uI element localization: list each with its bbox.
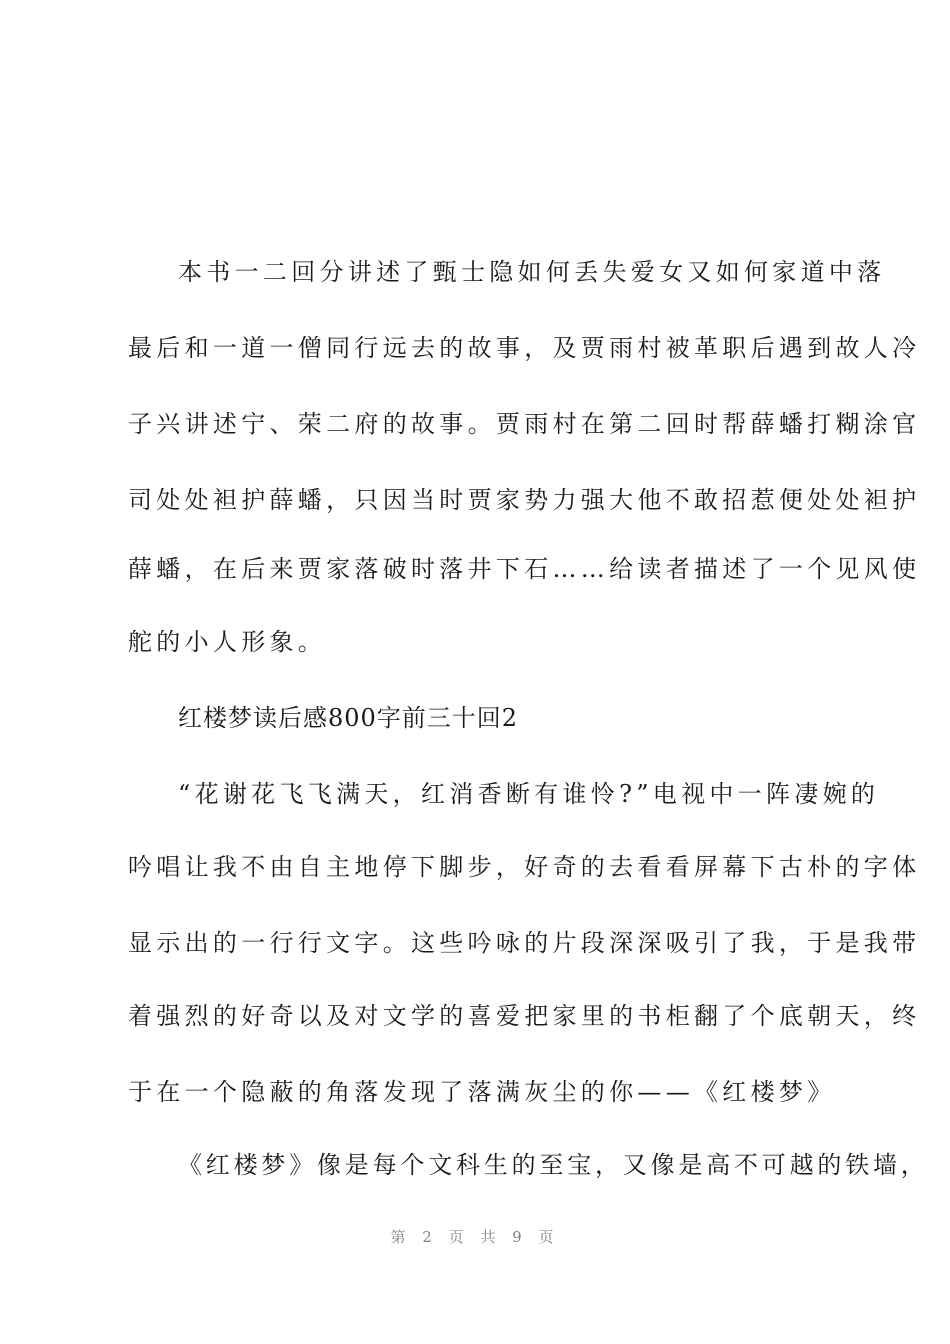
paragraph-line: 薛蟠，在后来贾家落破时落井下石……给读者描述了一个见风使 — [128, 555, 921, 583]
paragraph-line: 舵的小人形象。 — [128, 628, 327, 656]
section-heading: 红楼梦读后感800字前三十回2 — [178, 704, 519, 732]
paragraph-line: 子兴讲述宁、荣二府的故事。贾雨村在第二回时帮薛蟠打糊涂官 — [128, 410, 921, 438]
paragraph-line: 本书一二回分讲述了甄士隐如何丢失爱女又如何家道中落 — [178, 258, 886, 286]
paragraph-line: 最后和一道一僧同行远去的故事，及贾雨村被革职后遇到故人冷 — [128, 334, 921, 362]
paragraph-line: 《红楼梦》像是每个文科生的至宝，又像是高不可越的铁墙， — [178, 1151, 929, 1179]
paragraph-line: 显示出的一行行文字。这些吟咏的片段深深吸引了我，于是我带 — [128, 929, 921, 957]
paragraph-line: 司处处袒护薛蟠，只因当时贾家势力强大他不敢招惹便处处袒护 — [128, 486, 921, 514]
paragraph-line: “花谢花飞飞满天，红消香断有谁怜?”电视中一阵凄婉的 — [178, 780, 880, 808]
paragraph-line: 着强烈的好奇以及对文学的喜爱把家里的书柜翻了个底朝天，终 — [128, 1002, 921, 1030]
paragraph-line: 于在一个隐蔽的角落发现了落满灰尘的你——《红楼梦》 — [128, 1078, 836, 1106]
paragraph-line: 吟唱让我不由自主地停下脚步，好奇的去看看屏幕下古朴的字体 — [128, 853, 921, 881]
page-footer: 第 2 页 共 9 页 — [390, 1228, 560, 1246]
